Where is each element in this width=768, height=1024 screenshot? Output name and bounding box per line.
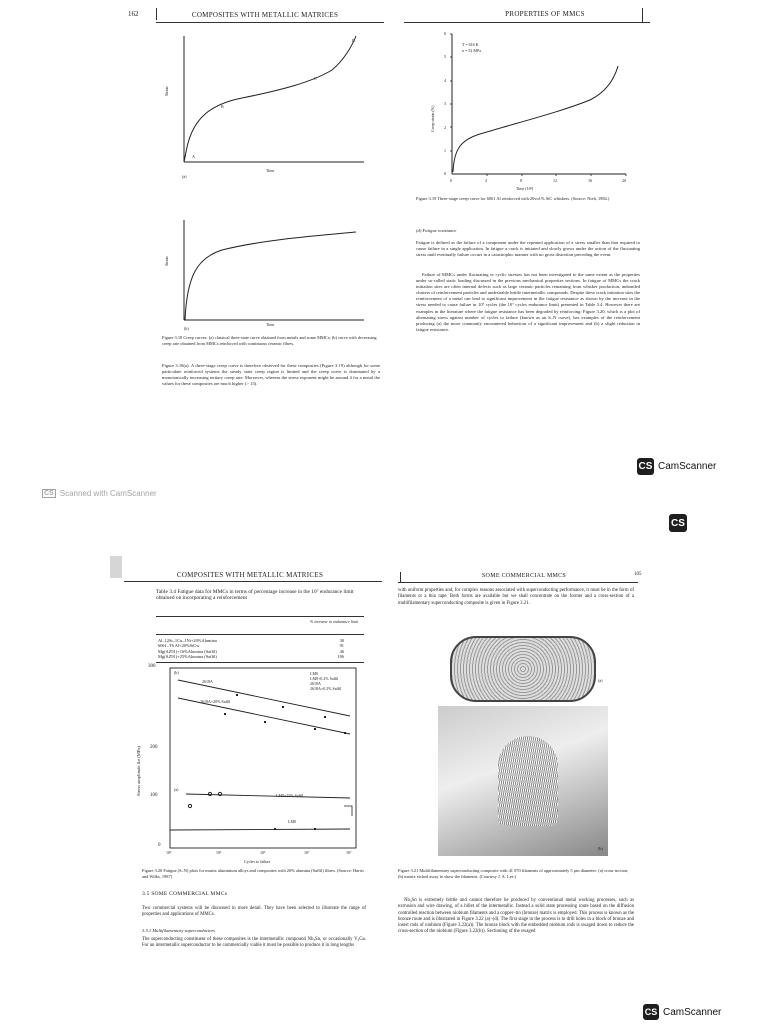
legend-stress: σ = 52 MPa: [462, 48, 481, 53]
x-tick-8: 8: [520, 178, 522, 183]
x-tick-20: 20: [622, 178, 626, 183]
fig-a-x-label: Time: [266, 168, 275, 173]
fig-b-y-label: Strain: [164, 256, 169, 266]
micrograph-b-core: [498, 736, 558, 826]
paragraph-2: Nb₃Sn is extremely brittle and cannot therefore be produced by conventional metal working processes, such as extrusion and wire drawing, of a billet of the intermetallic. Instead a solid state processing route based on the diffusion controlled reaction between niobium filaments and a copper–tin (bronze) matrix is employed. This process is known as the bronze route and is illustrated in Figure 3.22 (a)–(d). The first stage in the process is to drill holes in a block of bronze and insert rods of niobium (Figure 3.22(a)). The bronze block with the embedded niobium rods is swaged down to reduce the cross-section of the niobium (Figure 3.22(b)). Sectioning of the swaged: [398, 898, 634, 935]
paragraph-2: The superconducting constituent of these composites is the intermetallic compound Nb₃Sn, or occasionally V₃Ga. For an intermetallic superconductor to be commercially viable it must be possible to produce it in long lengths: [142, 937, 366, 949]
x-axis-label: Cycles to failure: [244, 859, 271, 864]
legend-lm0-saffil: LM0+0.2% Saffil: [310, 676, 339, 681]
fig-b-x-label: Time: [266, 322, 275, 327]
page-number: 105: [634, 572, 642, 577]
legend-temperature: T = 616 K: [462, 42, 479, 47]
y-axis-label: Stress amplitude Δσ (MPa): [136, 746, 141, 796]
figure-caption: Figure 3.21 Multifilamentary superconducting composite with 41 070 filaments of approximately 5 μm diameter: (a) cross-section, (b) matrix etched away to show the filaments. (Courtesy J. A. Lee.): [398, 868, 629, 879]
running-header: COMPOSITES WITH METALLIC MATRICES: [176, 571, 324, 579]
table-cell-material: Mg(AZ91)+25%Alumina (Saffil): [158, 654, 217, 660]
x-tick-12: 12: [553, 178, 557, 183]
table-row: [156, 654, 364, 659]
y-tick-6: 6: [444, 31, 446, 36]
x-tick-2: 10⁵: [216, 850, 222, 855]
camscanner-logo-mid: CS: [669, 514, 687, 532]
table-cell-material: Mg(AZ91)+16%Alumina (Saffil): [158, 648, 217, 654]
table-caption: Table 3.4 Fatigue data for MMCs in terms of percentage increase in the 10⁷ endurance limit obtained on incorporating a reinforcement: [156, 589, 354, 602]
page-tab-mark: [110, 556, 122, 578]
series-label-lm0-saffil: LM0+25% Saffil: [276, 793, 304, 798]
panel-a-label: (a): [174, 787, 179, 792]
series-label-2618a: 2618A: [202, 679, 213, 684]
y-tick-5: 5: [444, 54, 446, 59]
table-cell-material: 6061–T6 Al+20%SiCw: [158, 643, 200, 649]
fig-a-y-label: Strain: [164, 86, 169, 96]
section-heading: (d) Fatigue resistance: [416, 228, 457, 233]
figure-caption: Figure 3.18 Creep curves: (a) classical three-state curve obtained from metals and some MMCs; (b) curve with decreasing creep rate obtained from MMCs reinforced with continuous ceramic fibres.: [162, 335, 377, 346]
fig-a-point-a: A: [192, 154, 195, 159]
x-tick-16: 16: [588, 178, 592, 183]
series-label-2618a-saffil: 2618A+20% Saffil: [200, 699, 231, 704]
fig-a-panel: (a): [182, 174, 187, 179]
x-tick-0: 0: [450, 178, 452, 183]
watermark-text: Scanned with CamScanner: [59, 489, 157, 498]
table-cell-value: 30: [339, 638, 344, 643]
legend-lm0: LM0: [310, 671, 318, 676]
series-label-lm0: LM0: [288, 819, 296, 824]
y-tick-4: 4: [444, 78, 446, 83]
panel-b-label: (b): [598, 846, 603, 851]
x-tick-4: 10⁷: [304, 850, 310, 855]
camscanner-logo: CS: [637, 458, 654, 475]
figure-3-18a: [172, 32, 372, 172]
top-left-page: [120, 4, 388, 444]
section-heading: 3.5 SOME COMMERCIAL MMCs: [142, 891, 228, 897]
paragraph-1: with uniform properties and, for complex reasons associated with superconducting performance, it must be in the form of filaments or a thin tape. Both forms are available but we shall concentrate on the former and a cross-section of a multifilamentary superconducting composite is given in Figure 3.21.: [398, 588, 634, 606]
paragraph-1: Two commercial systems will be discussed in more detail. They have been selected to illustrate the range of properties and applications of MMCs.: [142, 906, 366, 918]
y-axis-label: Creep strain (%): [430, 105, 435, 132]
running-header: PROPERTIES OF MMCS: [505, 10, 585, 18]
camscanner-badge-bottom: [643, 1004, 721, 1020]
x-tick-5: 10⁷: [346, 850, 352, 855]
table-cell-value: 46: [339, 648, 344, 654]
fig-a-point-b: B: [221, 104, 224, 109]
x-tick-4: 4: [485, 178, 487, 183]
x-tick-1: 10³: [166, 850, 172, 855]
table-cell-material: Al–12Si–1Cu–1Ni+20%Alumina: [158, 638, 217, 643]
watermark-logo: CS: [44, 490, 54, 497]
figure-3-18b: [172, 216, 372, 326]
subsection-heading: 3.5.1 Multifilamentary superconductors: [142, 928, 216, 933]
body-text: Figure 3.18(a). A three-stage creep curve is therefore observed for these composites (Figure 3.19) although for some particulate reinforced systems the steady state creep region is limited and the creep curve is dominated by a monotonically increasing tertiary creep rate. Moreover, whereas the stress exponent might be around 4 for a metal the values for these composites are much higher (> 13).: [162, 363, 380, 387]
table-header: % increase in endurance limit: [310, 619, 359, 624]
panel-a-label: (a): [598, 678, 603, 683]
y-tick-300: 300: [148, 664, 156, 669]
micrograph-a: [450, 636, 596, 702]
panel-b-label: (b): [174, 670, 179, 675]
figure-caption: Figure 3.20 Fatigue (S–N) plots for matrix aluminium alloys and composites with 20% alumina (Saffil) fibres. (Source: Harris and Wilks, 1987): [142, 868, 364, 879]
camscanner-name: CamScanner: [663, 1006, 722, 1018]
x-tick-3: 10⁵: [260, 850, 266, 855]
y-tick-0: 0: [158, 843, 161, 848]
table-cell-value: 106: [337, 654, 344, 660]
y-tick-200: 200: [150, 745, 158, 750]
paragraph-2: Failure of MMCs under fluctuating or cyclic stresses has not been investigated to the same extent as the properties under so-called static loading discussed in the previous mechanical properties sections. In fatigue of MMCs the crack initiation sites are often internal defects such as large ceramic particles remaining from whisker production, unbonded clusters of reinforcement particles and undesirable brittle intermetallic compounds. Despite these crack initiation sites the reinforcement of a metal can lead to significant improvement in the fatigue resistance as shown by the increase in the stress needed to cause failure in 10⁷ cycles (the 10⁷ cycles endurance limit) presented in Table 3.4. However there are examples in the literature where the fatigue resistance has been degraded by reinforcing: Figure 3.20, which is a plot of alternating stress against number of cycles to failure (known as an S–N curve), has examples of the reinforcement producing (a) the more commonly encountered behaviour of a significant improvement and (b) a slight reduction in fatigue resistance.: [416, 272, 640, 332]
scanned-watermark: [42, 489, 157, 498]
fig-b-panel: (b): [184, 326, 189, 331]
running-header: COMPOSITES WITH METALLIC MATRICES: [191, 11, 339, 19]
fig-a-point-c: C: [314, 76, 317, 81]
micrograph-b: [438, 706, 608, 856]
table-cell-value: 91: [339, 643, 344, 649]
y-tick-3: 3: [444, 101, 446, 106]
camscanner-badge: [637, 458, 716, 475]
bottom-right-page: [394, 568, 656, 1008]
page-number: 162: [128, 10, 139, 18]
top-right-page: [400, 4, 662, 452]
camscanner-name: CamScanner: [658, 461, 717, 472]
legend-2618a: 2618A: [310, 681, 321, 686]
camscanner-logo: CS: [643, 1004, 659, 1020]
x-axis-label: Time (10³): [516, 186, 534, 191]
fig-a-point-d: D: [352, 38, 355, 43]
figure-3-20-chart: [164, 666, 364, 856]
y-tick-2: 2: [444, 125, 446, 130]
running-header: SOME COMMERCIAL MMCS: [481, 573, 567, 579]
fatigue-table: [156, 638, 364, 660]
figure-caption: Figure 3.19 Three-stage creep curve for 6061 Al reinforced with 20vol.% SiC whiskers. (Source: Nieh, 1984.): [416, 196, 610, 201]
y-tick-0: 0: [444, 171, 446, 176]
paragraph-1: Fatigue is defined as the failure of a component under the repeated application of a stress smaller than that required to cause failure in a single application. In fatigue a crack is initiated and slowly grows under the action of the fluctuating stress until eventually failure occurs in a catastrophic manner with no gross distortion preceding the event.: [416, 240, 640, 258]
y-tick-1: 1: [444, 148, 446, 153]
y-tick-100: 100: [150, 793, 158, 798]
legend-2618a-saffil: 2618A+0.2% Saffil: [310, 686, 342, 691]
bottom-left-page: [120, 556, 386, 1012]
